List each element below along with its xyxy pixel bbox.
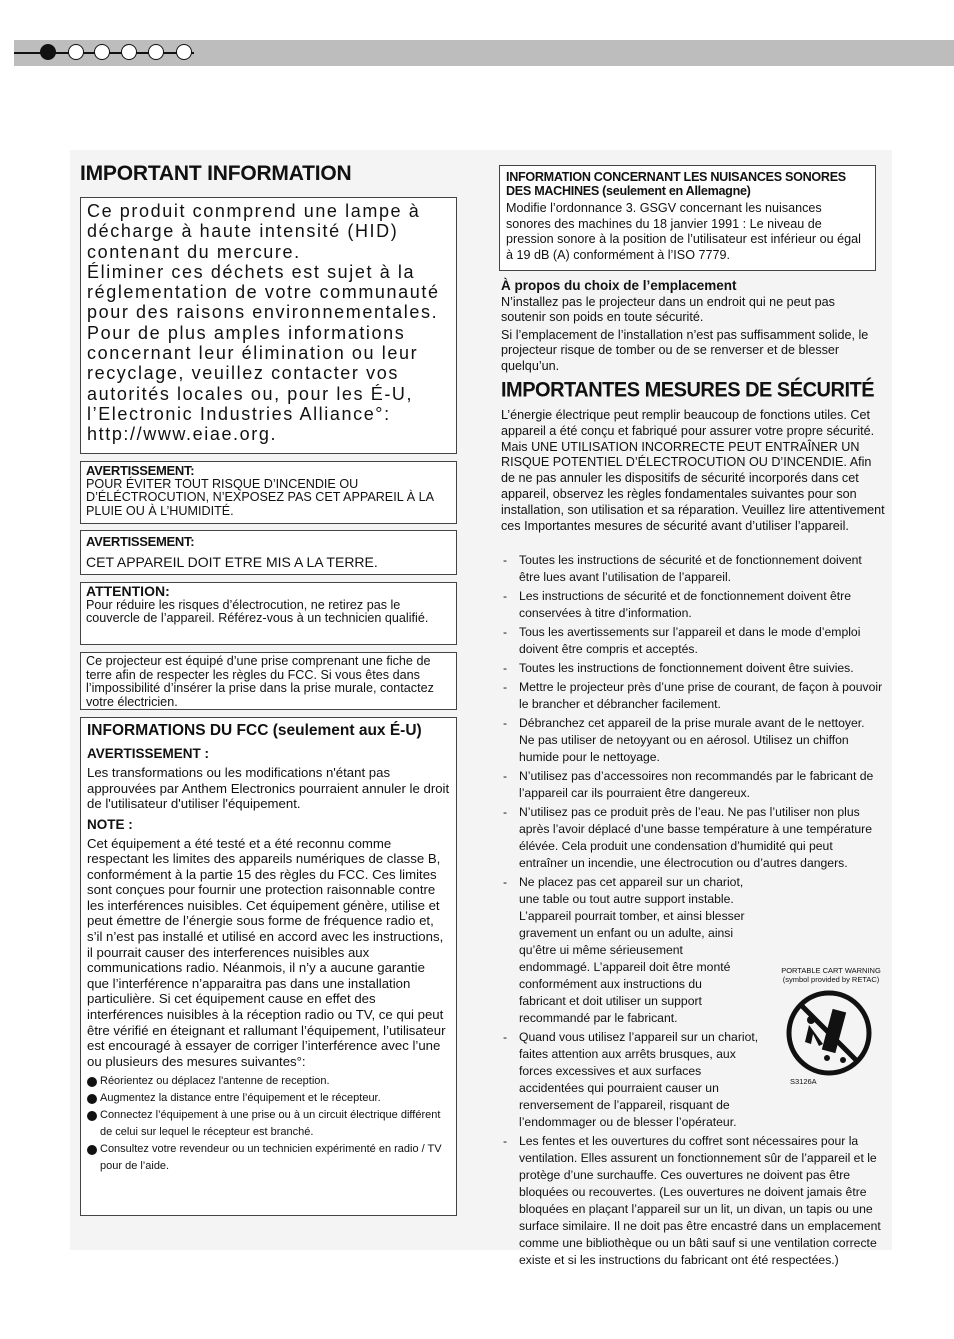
- list-item: - Mettre le projecteur près d’une prise de courant, de façon à pouvoir le brancher et débrancher facilement.: [501, 679, 883, 713]
- warning-fire-text: POUR ÉVITER TOUT RISQUE D’INCENDIE OU D’ÉLÉCTROCUTION, N’EXPOSEZ PAS CET APPAREIL À LA PLUIE OU À L’HUMIDITÉ.: [86, 476, 434, 518]
- attention-title: ATTENTION:: [86, 583, 170, 599]
- progress-dot-6: [176, 44, 192, 60]
- placement-section: [501, 278, 883, 374]
- cart-code: S3126A: [790, 1077, 817, 1086]
- fcc-note-text: Cet équipement a été testé et a été reconnu comme respectant les limites des appareils numériques de classe B, conformément à la partie 15 des règles du FCC. Ces limites sont conçues pour fournir une protection raisonnable contre les interférences nuisibles. Cet équipement génère, utilise et peut émettre de l’énergie sous forme de fréquence radio et, s’il n’est pas installé et utilisé en accord avec les instructions, il pourrait causer des interferences nuisibles aux communications radio. Néanmois, il n’y a aucune garantie que l’interférence n’apparaitra pas dans une installation particulière. Si cet équipement cause en effet des interférences nuisibles à la réception radio ou TV, ce qui peut être vérifié en éteignant et rallumant l’équipement, l’utilisateur est encouragé à essayer de corriger l’interférence avec l’une ou plusieurs des mesures suivantes°:: [87, 835, 446, 1069]
- cart-warning-note: (symbol provided by RETAC): [782, 975, 880, 984]
- list-item: Consultez votre revendeur ou un technicien expérimenté en radio / TV pour de l’aide.: [87, 1141, 450, 1175]
- list-item: - N’utilisez pas ce produit près de l’eau. Ne pas l’utiliser non plus après l’avoir déplacé d’une basse température à une température élévée. Cela produit une condensation d’humidité qui peut entraîner un incendie, une électrocution ou d’autres dangers.: [501, 804, 883, 872]
- list-item: - N’utilisez pas d’accessoires non recommandés par le fabricant de l’appareil car ils pourraient être dangereux.: [501, 768, 883, 802]
- warning-ground-text: CET APPAREIL DOIT ETRE MIS A LA TERRE.: [86, 554, 378, 570]
- progress-dot-1: [40, 44, 56, 60]
- cart-warning-text: PORTABLE CART WARNING: [781, 966, 881, 975]
- list-item: - Quand vous utilisez l’appareil sur un chariot, faites attention aux arrêts brusques, aux forces excessives et aux surfaces accidentées qui pourraient causer un renversement de l’appareil, risquant de l’endommager ou de blesser l’opérateur.: [501, 1029, 883, 1131]
- noise-info-box: [499, 165, 876, 271]
- tipping-cart-icon: [783, 990, 875, 1076]
- fcc-warning-text: Les transformations ou les modifications n'étant pas approuvées par Anthem Electronics pourraient annuler le droit de l'utilisateur d'utiliser l'équipement.: [87, 765, 450, 811]
- safety-intro: L’énergie électrique peut remplir beaucoup de fonctions utiles. Cet appareil a été conçu et fabriqué pour assurer votre propre sécurité. Mais UNE UTILISATION INCORRECTE PEUT ENTRAÎNER UN RISQUE POTENTIEL D’ÉLECTROCUTION OU D’INCENDIE. Afin de ne pas annuler les dispositifs de sécurité incorporés dans cet appareil, observez les règles fondamentales suivantes pour son installation, son utilisation et sa réparation. Veuillez lire attentivement ces Importantes mesures de sécurité avant d’utiliser l’appareil.: [501, 408, 885, 533]
- safety-items: [501, 552, 883, 1271]
- list-item: - Tous les avertissements sur l’appareil et dans le mode d’emploi doivent être compris et acceptés.: [501, 624, 883, 658]
- placement-text-1: N’installez pas le projecteur dans un endroit qui ne peut pas soutenir son poids en toute sécurité.: [501, 294, 835, 324]
- fcc-warning-label: AVERTISSEMENT :: [87, 746, 210, 761]
- fcc-title: INFORMATIONS DU FCC (seulement aux É-U): [87, 722, 422, 739]
- warning-fire-title: AVERTISSEMENT:: [86, 463, 195, 478]
- hid-lamp-notice: Ce produit conmprend une lampe à décharge à haute intensité (HID) contenant du mercure. Éliminer ces déchets est sujet à la réglementation de votre communauté pour des raisons environnementales. Pour de plus amples informations concernant leur élimination ou leur recyclage, veuillez contacter vos autorités locales ou, pour les É-U, l’Electronic Industries Alliance°: http://www.eiae.org.: [80, 197, 457, 454]
- fcc-measures-list: [87, 1073, 450, 1175]
- important-info-title: IMPORTANT INFORMATION: [80, 162, 352, 185]
- fcc-box: [80, 717, 457, 1216]
- list-item: - Les instructions de sécurité et de fonctionnement doivent être conservées à titre d’information.: [501, 588, 883, 622]
- safety-title: IMPORTANTES MESURES DE SÉCURITÉ: [501, 378, 875, 402]
- plug-notice-text: Ce projecteur est équipé d’une prise comprenant une fiche de terre afin de respecter les règles du FCC. Si vous êtes dans l’impossibilité d’insérer la prise dans la prise murale, contactez votre électricien.: [86, 654, 434, 709]
- list-item: - Débranchez cet appareil de la prise murale avant de le nettoyer. Ne pas utiliser de netoyyant ou en aérosol. Utilisez un chiffon humide pour le nettoyage.: [501, 715, 883, 766]
- progress-dot-3: [94, 44, 110, 60]
- list-item: Réorientez ou déplacez l'antenne de reception.: [87, 1073, 450, 1090]
- warning-ground-title: AVERTISSEMENT:: [86, 534, 195, 549]
- noise-info-text: Modifie l’ordonnance 3. GSGV concernant les nuisances sonores des machines du 18 janvier 1991 : Le niveau de pression sonore à la position de l’utilisateur est inférieur ou égal à 19 dB (A) conformément à l’ISO 7779.: [506, 201, 861, 262]
- list-item: Augmentez la distance entre l’équipement et le récepteur.: [87, 1090, 450, 1107]
- warning-fire-box: [80, 461, 457, 524]
- list-item: Connectez l’équipement à une prise ou à un circuit électrique différent de celui sur lequel le récepteur est branché.: [87, 1107, 450, 1141]
- progress-dot-2: [68, 44, 84, 60]
- cart-warning-label: [776, 966, 886, 984]
- placement-title: À propos du choix de l’emplacement: [501, 278, 737, 293]
- list-item: - Ne placez pas cet appareil sur un chariot, une table ou tout autre support instable. L’appareil pourrait tomber, et ainsi blesser gravement un enfant ou un adulte, ainsi qu’être ui même sérieusement endommagé. L’appareil doit être monté conformément aux instructions du fabricant et doit utiliser un support recommandé par le fabricant.: [501, 874, 883, 1027]
- progress-dot-5: [148, 44, 164, 60]
- noise-info-title: INFORMATION CONCERNANT LES NUISANCES SONORES DES MACHINES (seulement en Allemagne): [506, 170, 846, 198]
- attention-box: [80, 582, 457, 645]
- plug-notice-box: [80, 652, 457, 710]
- progress-dot-4: [121, 44, 137, 60]
- attention-text: Pour réduire les risques d’électrocution, ne retirez pas le couvercle de l’appareil. Référez-vous à un technicien qualifié.: [86, 597, 429, 625]
- progress-dots: [14, 43, 204, 63]
- list-item: - Les fentes et les ouvertures du coffret sont nécessaires pour la ventilation. Elles assurent un fonctionnement sûr de l’appareil et le protège d’une surchauffe. Ces ouvertures ne doivent pas être bloquées ou recouvertes. (Les ouvertures ne doivent jamais être bloquées en plaçant l’appareil sur un lit, un divan, un tapis ou une surface similaire. Il ne doit pas être encastré dans un emplacement comme une bibliothèque ou un bâti sauf si une ventilation correcte existe et si les instructions du fabricant ont été respectées.): [501, 1133, 883, 1269]
- list-item: - Toutes les instructions de sécurité et de fonctionnement doivent être lues avant l’utilisation de l’appareil.: [501, 552, 883, 586]
- list-item: - Toutes les instructions de fonctionnement doivent être suivies.: [501, 660, 883, 677]
- fcc-note-label: NOTE :: [87, 816, 133, 832]
- warning-ground-box: [80, 530, 457, 575]
- placement-text-2: Si l’emplacement de l’installation n’est pas suffisamment solide, le projecteur risque de tomber ou de se renverser et de blesser quelqu’un.: [501, 327, 869, 373]
